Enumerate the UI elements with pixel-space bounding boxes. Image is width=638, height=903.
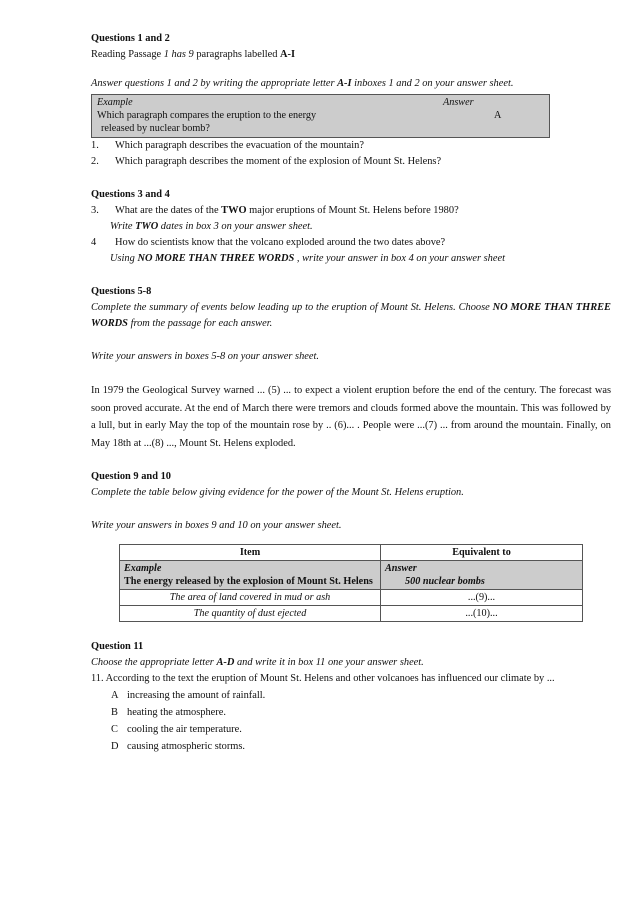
table-header-row [120,545,583,561]
example-answer-value: A [494,110,502,121]
option-letter: A [111,690,119,701]
option-a [91,687,611,704]
instructions-1-2 [91,76,611,92]
example-question-line2: released by nuclear bomb? [101,123,210,134]
row-equivalent: ...(9)... [381,590,583,606]
row-item: The quantity of dust ejected [120,606,381,622]
example-item-text: The energy released by the explosion of Mount St. Helens [124,576,373,587]
question-4 [91,235,611,251]
instr-text-2: from the passage for each answer. [127,318,273,329]
example-question-line1: Which paragraph compares the eruption to the energy [97,110,317,121]
option-b [91,704,611,721]
question-11: 11. According to the text the eruption of Mount St. Helens and other volcanoes has influenced our climate by ... [91,673,555,684]
question-number: 4 [91,237,97,248]
example-box [91,94,550,138]
passage-info-text-2: paragraphs labelled [193,49,281,60]
option-letter: D [111,741,119,752]
heading-question-11: Question 11 [91,641,144,652]
question-number: 1. [91,140,99,151]
instr-text: Using [110,253,138,264]
option-letter: C [111,724,118,735]
instr-text-2: dates in box 3 on your answer sheet. [158,221,313,232]
example-answer-label: Answer [385,563,417,574]
option-d [91,738,611,755]
header-equivalent: Equivalent to [381,545,583,561]
instructions-9-10: Complete the table below giving evidence for the power of the Mount St. Helens eruption. [91,487,464,498]
write-answers-5-8: Write your answers in boxes 5-8 on your answer sheet. [91,351,319,362]
example-answer-cell [381,561,583,590]
question-emphasis: TWO [221,205,247,216]
row-item: The area of land covered in mud or ash [120,590,381,606]
question-number: 3. [91,205,99,216]
instructions-5-8 [91,300,611,332]
passage-info-count: 1 has 9 [163,49,194,60]
heading-questions-3-4: Questions 3 and 4 [91,189,170,200]
worksheet [91,31,611,755]
example-answer-label: Answer [443,97,474,108]
question-1 [91,138,611,154]
passage-info-letters: A-I [280,49,296,60]
example-label: Example [124,563,162,574]
example-label: Example [97,97,133,108]
instr-text-2: inboxes 1 and 2 on your answer sheet. [351,78,514,89]
instr-text: Complete the summary of events below leading up to the eruption of Mount St. Helens. Choose [91,302,493,313]
passage-info [91,47,611,63]
instr-letters: A-D [216,657,235,668]
table-row [120,590,583,606]
instr-emphasis: NO MORE THAN THREE WORDS [137,253,295,264]
evidence-table [119,544,583,622]
instr-text-2: , write your answer in box 4 on your answer sheet [294,253,505,264]
heading-questions-5-8: Questions 5-8 [91,286,152,297]
question-text-2: major eruptions of Mount St. Helens before 1980? [246,205,459,216]
write-answers-9-10: Write your answers in boxes 9 and 10 on your answer sheet. [91,520,342,531]
passage-info-text: Reading Passage [91,49,164,60]
instr-letters: A-I [337,78,352,89]
instr-text: Write [110,221,136,232]
instr-emphasis: NO MORE THAN THREE WORDS [91,302,611,329]
option-c [91,721,611,738]
heading-questions-9-10: Question 9 and 10 [91,471,171,482]
option-text: cooling the air temperature. [127,724,242,735]
question-text: What are the dates of the [115,205,222,216]
table-example-row [120,561,583,590]
question-number: 2. [91,156,99,167]
instructions-11 [91,655,611,671]
heading-questions-1-2: Questions 1 and 2 [91,33,170,44]
table-row [120,606,583,622]
instr-emphasis: TWO [135,221,159,232]
question-2 [91,154,611,170]
header-item: Item [120,545,381,561]
option-text: increasing the amount of rainfall. [127,690,266,701]
question-3 [91,203,611,219]
instr-text-2: and write it in box 11 one your answer sheet. [234,657,424,668]
summary-paragraph: In 1979 the Geological Survey warned ... (5) ... to expect a violent eruption before the end of the century. The forecast was soon proved accurate. At the end of March there were tremors and clouds formed above the mountain. This was followed by a lull, but in early May the top of the mountain rose by .. (6)... . People were ...(7) ... from around the mountain. Finally, on May 18th at ...(8) ..., Mount St. Helens exploded. [91,385,611,449]
question-text: How do scientists know that the volcano exploded around the two dates above? [115,237,446,248]
option-text: heating the atmosphere. [127,707,226,718]
example-item-cell [120,561,381,590]
example-answer-text: 500 nuclear bombs [405,576,485,587]
option-text: causing atmospheric storms. [127,741,246,752]
instr-text: Answer questions 1 and 2 by writing the appropriate letter [91,78,338,89]
instr-text: Choose the appropriate letter [91,657,217,668]
question-text: Which paragraph describes the evacuation of the mountain? [115,140,364,151]
option-letter: B [111,707,118,718]
instruction-3 [91,219,611,235]
question-text: Which paragraph describes the moment of the explosion of Mount St. Helens? [115,156,442,167]
row-equivalent: ...(10)... [381,606,583,622]
instruction-4 [91,251,611,267]
